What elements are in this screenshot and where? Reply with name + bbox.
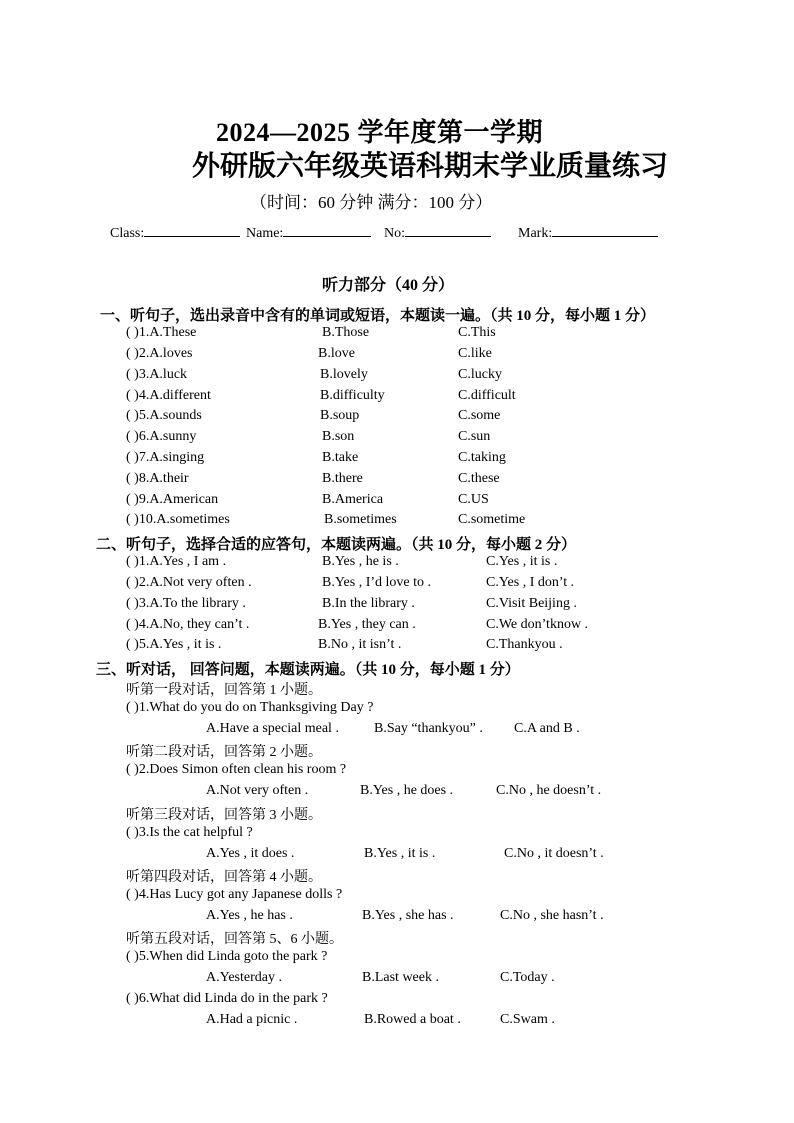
s1-item-3-b: B.lovely [320, 367, 368, 382]
s3-d4-a: A.Yes , he has . [206, 908, 293, 923]
s1-item-3 [126, 367, 187, 383]
s1-item-2 [126, 346, 193, 362]
s3-d5-b: B.Last week . [362, 970, 439, 985]
s3-d3-intro: 听第三段对话，回答第 3 小题。 [126, 808, 322, 823]
s3-d5-intro: 听第五段对话，回答第 5、6 小题。 [126, 932, 343, 947]
class-blank[interactable] [144, 224, 240, 237]
s3-d3-c: C.No , it doesn’t . [504, 846, 604, 861]
s3-d2-intro: 听第二段对话，回答第 2 小题。 [126, 745, 322, 760]
s2-item-2-b: B.Yes , I’d love to . [322, 575, 432, 590]
s2-item-3-a: ( )3.A.To the library . [126, 596, 246, 611]
s3-d4-b: B.Yes , she has . [362, 908, 454, 923]
title-line-2: 外研版六年级英语科期末学业质量练习 [192, 151, 669, 182]
section2-heading: 二、听句子，选择合适的应答句，本题读两遍。（共 10 分，每小题 2 分） [96, 537, 577, 553]
s1-item-7-a: ( )7.A.singing [126, 450, 205, 465]
s3-d2-a: A.Not very often . [206, 783, 309, 798]
s2-item-2-a: ( )2.A.Not very often . [126, 575, 252, 590]
s1-item-2-c: C.like [458, 346, 492, 361]
s3-d3-b: B.Yes , it is . [364, 846, 436, 861]
s1-item-5-b: B.soup [320, 408, 360, 423]
s1-item-6 [126, 429, 196, 445]
s3-d4-c: C.No , she hasn’t . [500, 908, 604, 923]
section1-heading: 一、听句子，选出录音中含有的单词或短语，本题读一遍。（共 10 分，每小题 1 分） [100, 308, 656, 324]
s1-item-8 [126, 471, 189, 487]
s1-item-2-b: B.love [318, 346, 355, 361]
s2-item-4-b: B.Yes , they can . [318, 617, 416, 632]
listening-heading: 听力部分（40 分） [322, 277, 455, 294]
s3-q6-question: ( )6.What did Linda do in the park ? [126, 991, 328, 1006]
s1-item-5-c: C.some [458, 408, 501, 423]
s1-item-9 [126, 492, 218, 508]
s2-item-3-c: C.Visit Beijing . [486, 596, 577, 611]
s1-item-10-b: B.sometimes [324, 512, 397, 527]
s2-item-1-c: C.Yes , it is . [486, 554, 558, 569]
s3-q6-b: B.Rowed a boat . [364, 1012, 461, 1027]
s1-item-7-c: C.taking [458, 450, 506, 465]
s3-d4-question: ( )4.Has Lucy got any Japanese dolls ? [126, 887, 343, 902]
s3-d1-intro: 听第一段对话，回答第 1 小题。 [126, 683, 322, 698]
s1-item-10-a: ( )10.A.sometimes [126, 512, 230, 527]
s1-item-10 [126, 512, 230, 528]
s1-item-9-b: B.America [322, 492, 384, 507]
s3-d2-c: C.No , he doesn’t . [496, 783, 602, 798]
s3-d3-a: A.Yes , it does . [206, 846, 295, 861]
name-blank[interactable] [283, 224, 371, 237]
s2-item-3-b: B.In the library . [322, 596, 415, 611]
s2-item-4-a: ( )4.A.No, they can’t . [126, 617, 250, 632]
s1-item-7-b: B.take [322, 450, 359, 465]
s1-item-10-c: C.sometime [458, 512, 526, 527]
s3-d5-c: C.Today . [500, 970, 555, 985]
s3-q6-a: A.Had a picnic . [206, 1012, 298, 1027]
mark-label: Mark: [518, 226, 553, 241]
s3-d1-c: C.A and B . [514, 721, 580, 736]
s3-d5-a: A.Yesterday . [206, 970, 282, 985]
s1-item-4 [126, 388, 211, 404]
class-label: Class: [110, 226, 145, 241]
s3-d5-question: ( )5.When did Linda goto the park ? [126, 949, 328, 964]
s1-item-6-c: C.sun [458, 429, 491, 444]
no-blank[interactable] [405, 224, 491, 237]
s3-d1-question: ( )1.What do you do on Thanksgiving Day ? [126, 700, 374, 715]
mark-blank[interactable] [552, 224, 658, 237]
s3-d1-a: A.Have a special meal . [206, 721, 339, 736]
s3-q6-c: C.Swam . [500, 1012, 555, 1027]
s3-d1-b: B.Say “thankyou” . [374, 721, 483, 736]
title-line-1: 2024—2025 学年度第一学期 [216, 118, 544, 147]
s3-d3-question: ( )3.Is the cat helpful ? [126, 825, 253, 840]
time-info: （时间：60 分钟 满分：100 分） [250, 193, 493, 212]
s1-item-8-b: B.there [322, 471, 363, 486]
s3-d4-intro: 听第四段对话，回答第 4 小题。 [126, 870, 322, 885]
s2-item-1-b: B.Yes , he is . [322, 554, 399, 569]
s1-item-9-c: C.US [458, 492, 489, 507]
s1-item-7 [126, 450, 204, 466]
s1-item-5 [126, 408, 202, 424]
s2-item-4-c: C.We don’tknow . [486, 617, 589, 632]
s2-item-5-a: ( )5.A.Yes , it is . [126, 637, 222, 652]
s1-item-1 [126, 325, 196, 341]
s1-item-8-c: C.these [458, 471, 500, 486]
name-label: Name: [246, 226, 284, 241]
section3-heading: 三、听对话， 回答问题，本题读两遍。（共 10 分，每小题 1 分） [96, 662, 520, 678]
s1-item-3-c: C.lucky [458, 367, 502, 382]
s2-item-1-a: ( )1.A.Yes , I am . [126, 554, 227, 569]
no-label: No: [384, 226, 405, 241]
s1-item-6-a: ( )6.A.sunny [126, 429, 197, 444]
s1-item-1-c: C.This [458, 325, 496, 340]
s1-item-3-a: ( )3.A.luck [126, 367, 188, 382]
s3-d2-question: ( )2.Does Simon often clean his room ? [126, 762, 347, 777]
s1-item-1-a: ( )1.A.These [126, 325, 197, 340]
class-field [110, 224, 240, 242]
s1-item-4-b: B.difficulty [320, 388, 385, 403]
s2-item-2-c: C.Yes , I don’t . [486, 575, 575, 590]
s2-item-5-c: C.Thankyou . [486, 637, 563, 652]
s1-item-5-a: ( )5.A.sounds [126, 408, 202, 423]
s1-item-2-a: ( )2.A.loves [126, 346, 193, 361]
s3-d2-b: B.Yes , he does . [360, 783, 454, 798]
no-field [384, 224, 491, 242]
s1-item-4-c: C.difficult [458, 388, 516, 403]
s1-item-9-a: ( )9.A.American [126, 492, 219, 507]
s1-item-1-b: B.Those [322, 325, 370, 340]
s1-item-4-a: ( )4.A.different [126, 388, 211, 403]
name-field [246, 224, 371, 242]
s1-item-8-a: ( )8.A.their [126, 471, 189, 486]
s2-item-5-b: B.No , it isn’t . [318, 637, 402, 652]
mark-field [518, 224, 658, 242]
s1-item-6-b: B.son [322, 429, 355, 444]
